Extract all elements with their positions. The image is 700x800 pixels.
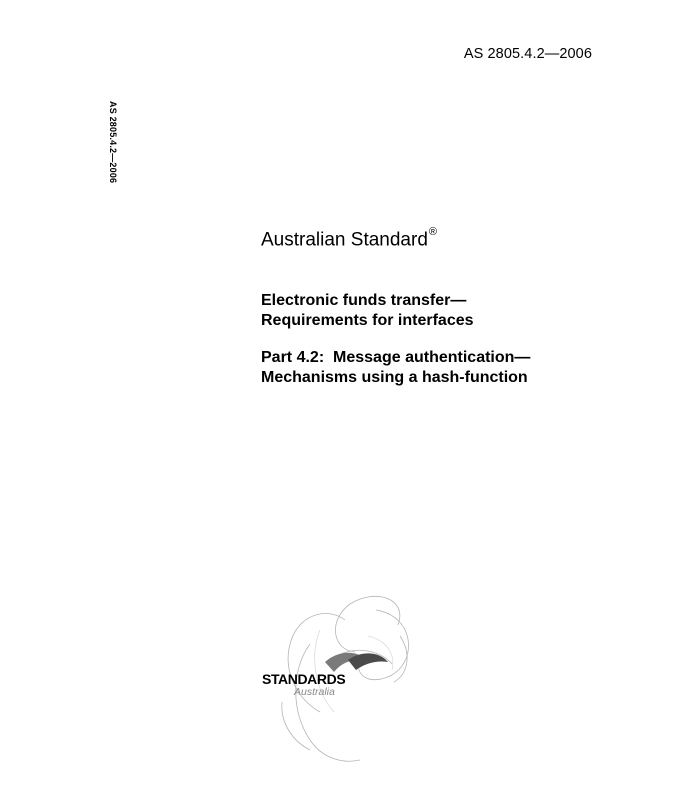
document-title [261, 291, 474, 331]
logo-wordmark: STANDARDS [262, 671, 346, 687]
title-line-2: Requirements for interfaces [261, 312, 474, 329]
part-title [261, 348, 530, 388]
title-line-1: Electronic funds transfer— [261, 292, 467, 309]
standard-heading-text: Australian Standard [261, 229, 428, 251]
spine-document-number: AS 2805.4.2—2006 [108, 101, 118, 184]
standard-heading [261, 226, 437, 251]
part-line-1: Part 4.2: Message authentication— [261, 349, 531, 366]
logo-subtext: Australia [294, 686, 335, 698]
part-line-2: Mechanisms using a hash-function [261, 369, 528, 386]
registered-trademark-mark: ® [428, 226, 437, 238]
document-number: AS 2805.4.2—2006 [463, 46, 592, 62]
